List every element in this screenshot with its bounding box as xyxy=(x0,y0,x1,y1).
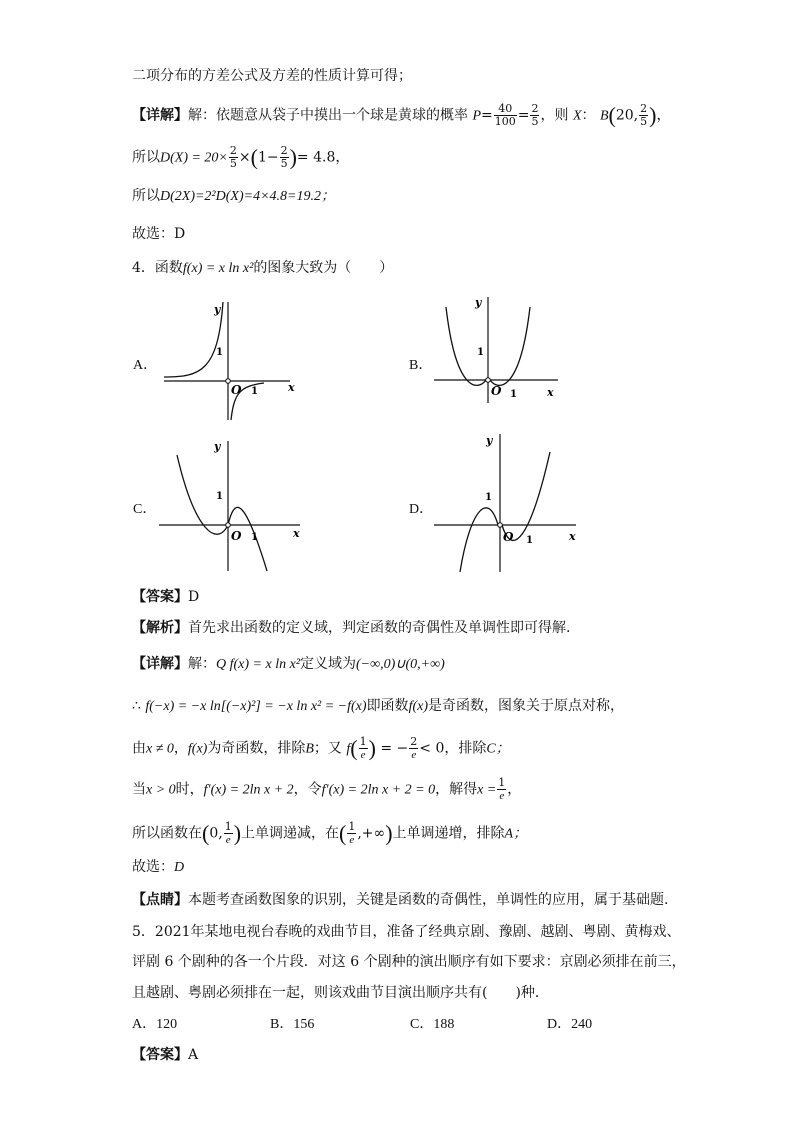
text: ，解得 xyxy=(435,781,478,798)
math: (−∞,0)∪(0,+∞) xyxy=(356,657,445,672)
fraction: $\frac{2}{5}$ xyxy=(280,144,288,170)
text: 所以 xyxy=(132,188,160,204)
math: = 4.8， xyxy=(296,149,350,166)
math: f′(x) = 2ln x + 2 xyxy=(203,782,294,798)
option-c-label: C． xyxy=(133,502,157,517)
text-line xyxy=(132,857,184,878)
math: ： xyxy=(581,107,596,124)
math: 1− xyxy=(257,149,279,166)
text: ，排除 xyxy=(444,740,487,757)
question-5-line-1: 5．2021年某地电视台春晚的戏曲节目，准备了经典京剧、豫剧、越剧、粤剧、黄梅戏、 xyxy=(132,924,681,940)
origin-hole xyxy=(486,378,491,383)
curve xyxy=(177,455,267,571)
fraction: $\frac{2}{5}$ xyxy=(531,102,539,128)
math: f(−x) = −x ln[(−x)²] = −x ln x² = −f(x) xyxy=(145,699,367,714)
fraction: $\frac{2}{e}$ xyxy=(410,735,418,761)
text-line: 所以函数在(0, $\frac{1}{e}$ )上单调递减，在( $\frac{1}{e}$ ,+∞)上单调递增，排除A； xyxy=(132,820,528,846)
tick-1: 1 xyxy=(251,386,258,397)
origin-label: O xyxy=(231,529,242,543)
math: P xyxy=(472,108,482,124)
text: 时， xyxy=(175,781,204,798)
comment-tag: 【点睛】 xyxy=(132,892,188,908)
text: 是奇函数，图象关于原点对称， xyxy=(428,698,624,714)
choice-a: A．120 xyxy=(132,1017,178,1032)
answer-tag: 【答案】 xyxy=(132,1047,188,1063)
math: < 0 xyxy=(419,740,445,757)
comment-line xyxy=(132,890,668,910)
curve-right xyxy=(490,307,530,385)
text: 上单调递减，在 xyxy=(241,825,340,842)
math: = xyxy=(481,107,493,124)
text-line: 故选：D xyxy=(132,226,186,242)
tick-1: 1 xyxy=(251,532,258,543)
origin-label: O xyxy=(491,384,502,398)
option-a-label: A． xyxy=(133,358,158,373)
math: B xyxy=(305,741,314,757)
math: f(x) xyxy=(187,741,208,757)
x-label: x xyxy=(288,381,295,394)
fraction: $\frac{1}{e}$ xyxy=(348,820,356,846)
text: 上单调递增，排除 xyxy=(392,825,505,842)
tick-1: 1 xyxy=(477,347,484,358)
origin-hole xyxy=(226,379,231,384)
math: C； xyxy=(486,741,510,757)
answer-tag: 【答案】 xyxy=(132,589,188,605)
math: = xyxy=(517,107,530,124)
origin-label: O xyxy=(231,383,242,397)
math: ,+∞ xyxy=(357,825,386,842)
math: × xyxy=(238,149,251,166)
fraction: $\frac{40}{100}$ xyxy=(494,102,516,128)
math: x = xyxy=(477,782,497,798)
math: D(2X)=2²D(X)=4×4.8=19.2； xyxy=(160,189,335,204)
answer-value: D xyxy=(188,589,200,605)
text: 4．函数 xyxy=(132,260,183,276)
text: 的图象大致为（ ） xyxy=(253,260,394,276)
origin-hole xyxy=(226,523,231,528)
detail-tag: 【详解】 xyxy=(132,107,188,124)
text: 所以函数在 xyxy=(132,825,202,842)
text: 由 xyxy=(132,740,146,757)
text: 本题考查函数图象的识别，关键是函数的奇偶性，单调性的应用，属于基础题. xyxy=(188,892,669,908)
math: ∴ xyxy=(132,698,141,714)
text-line: 所以D(X) = 20× $\frac{2}{5}$ ×(1− $\frac{2}{5}$ )= 4.8， xyxy=(132,144,350,170)
tick-1: 1 xyxy=(526,535,533,546)
question-5-line-2: 评剧 6 个剧种的各一个片段．对这 6 个剧种的演出顺序有如下要求：京剧必须排在前三， xyxy=(132,954,686,970)
math: X xyxy=(572,108,582,124)
text: ，则 xyxy=(540,107,569,124)
math: = − xyxy=(380,740,409,757)
text-line xyxy=(132,696,624,717)
x-label: x xyxy=(547,386,554,399)
detail-line: 【详解】解：依题意从袋子中摸出一个球是黄球的概率 P= $\frac{40}{100}$ = $\frac{2}{5}$ ，则 X： B(20, $\frac{2}{5}$ )， xyxy=(132,102,671,128)
math: f(x) xyxy=(408,699,428,714)
text-line: 二项分布的方差公式及方差的性质计算可得； xyxy=(132,68,412,84)
y-label: y xyxy=(214,440,221,453)
tick-1: 1 xyxy=(216,347,223,358)
choice-d: D．240 xyxy=(547,1017,593,1032)
x-label: x xyxy=(293,527,300,540)
math: 0, xyxy=(209,825,223,842)
text: 当 xyxy=(132,781,146,798)
math: x > 0 xyxy=(146,782,176,798)
origin-label: O xyxy=(503,530,514,544)
curve-right xyxy=(502,452,550,540)
math: f xyxy=(346,741,351,757)
y-label: y xyxy=(475,296,482,309)
detail-tag: 【详解】 xyxy=(132,656,188,672)
text: 定义域为 xyxy=(300,656,356,672)
text: ；又 xyxy=(313,740,342,757)
choice-c: C．188 xyxy=(410,1017,455,1032)
answer-value: A xyxy=(188,1047,199,1063)
fraction: $\frac{1}{e}$ xyxy=(224,820,232,846)
option-d-label: D． xyxy=(409,502,434,517)
option-b-label: B． xyxy=(409,358,433,373)
graph-option-a xyxy=(160,298,300,426)
text: 为奇函数，排除 xyxy=(207,740,306,757)
tick-1: 1 xyxy=(216,491,223,502)
origin-hole xyxy=(498,523,503,528)
text: 首先求出函数的定义域，判定函数的奇偶性及单调性即可得解. xyxy=(188,620,571,636)
x-label: x xyxy=(569,530,576,543)
fraction: $\frac{1}{e}$ xyxy=(359,735,367,761)
graph-option-d xyxy=(430,430,582,578)
text: ，令 xyxy=(293,781,322,798)
text-line xyxy=(132,777,521,802)
fraction: $\frac{2}{5}$ xyxy=(229,144,237,170)
text: 故选： xyxy=(132,859,174,875)
answer-line xyxy=(132,587,199,607)
tick-1: 1 xyxy=(510,389,517,400)
math: Q f(x) = x ln x² xyxy=(216,657,300,672)
y-label: y xyxy=(486,434,493,447)
tick-1: 1 xyxy=(485,492,492,503)
detail-line: 【详解】解：Q f(x) = x ln x²定义域为(−∞,0)∪(0,+∞) xyxy=(132,656,445,672)
math: D xyxy=(174,860,185,875)
math: ， xyxy=(507,781,522,798)
y-label: y xyxy=(214,303,221,316)
graph-option-b xyxy=(430,293,570,413)
math: f(x) = x ln x² xyxy=(182,261,254,276)
text: ， xyxy=(173,740,188,757)
fraction: $\frac{2}{5}$ xyxy=(640,102,648,128)
math: f′(x) = 2ln x + 2 = 0 xyxy=(321,782,436,798)
question-4 xyxy=(132,258,393,279)
analysis-tag: 【解析】 xyxy=(132,620,188,636)
math: B xyxy=(599,108,609,124)
text: 即函数 xyxy=(366,698,409,714)
math: D(X) = 20× xyxy=(160,150,228,166)
text: 解：依题意从袋子中摸出一个球是黄球的概率 xyxy=(188,107,468,124)
fraction: $\frac{1}{e}$ xyxy=(498,776,506,802)
math: 20 xyxy=(615,107,634,124)
graph-option-c xyxy=(155,437,305,577)
choice-b: B．156 xyxy=(270,1017,315,1032)
math: x ≠ 0 xyxy=(146,741,174,757)
math: A； xyxy=(504,826,528,842)
text-line xyxy=(132,186,335,207)
question-5-line-3: 且越剧、粤剧必须排在一起，则该戏曲节目演出顺序共有( )种． xyxy=(132,985,549,1001)
text: 所以 xyxy=(132,149,160,166)
curve-left xyxy=(460,508,498,572)
answer-line xyxy=(132,1045,198,1065)
text-line: 由x ≠ 0，f(x)为奇函数，排除B；又 f( $\frac{1}{e}$ ) = − $\frac{2}{e}$ < 0，排除C； xyxy=(132,735,510,761)
analysis-line xyxy=(132,618,570,638)
